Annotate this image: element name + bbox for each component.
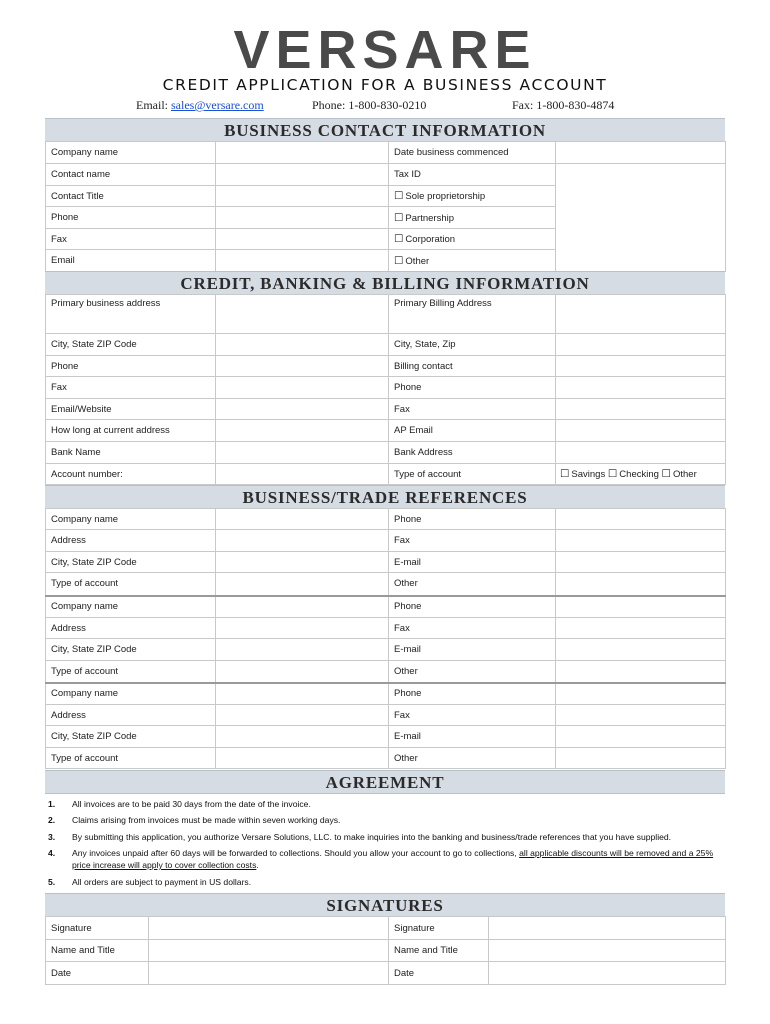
agreement-list <box>48 798 720 892</box>
city-state-zip-input[interactable] <box>216 334 389 356</box>
page-title: CREDIT APPLICATION FOR A BUSINESS ACCOUNT <box>162 76 608 94</box>
ref3-address-input[interactable] <box>216 705 389 726</box>
field-label: Bank Name <box>46 442 216 464</box>
field-label: City, State ZIP Code <box>46 639 216 661</box>
ref1-email-input[interactable] <box>556 552 726 573</box>
contact-title-input[interactable] <box>216 186 389 207</box>
fax-input[interactable] <box>216 229 389 250</box>
ref3-phone-input[interactable] <box>556 683 726 705</box>
ref3-other-input[interactable] <box>556 748 726 769</box>
field-label: Type of account <box>46 661 216 683</box>
field-label: Primary business address <box>46 295 216 334</box>
field-label: Billing contact <box>389 356 556 377</box>
fax-text: Fax: 1-800-830-4874 <box>512 98 615 112</box>
field-label: E-mail <box>389 552 556 573</box>
email-line <box>136 98 264 113</box>
checkbox-icon[interactable]: ☐ <box>394 254 404 267</box>
email-link[interactable]: sales@versare.com <box>171 98 264 112</box>
field-label: Name and Title <box>46 940 149 962</box>
ref3-company-input[interactable] <box>216 683 389 705</box>
option-other[interactable]: Other <box>672 469 697 480</box>
phone-input[interactable] <box>216 207 389 229</box>
ref2-other-input[interactable] <box>556 661 726 683</box>
field-label: City, State ZIP Code <box>46 552 216 573</box>
field-label: City, State, Zip <box>389 334 556 356</box>
field-label: AP Email <box>389 420 556 442</box>
ap-email-input[interactable] <box>556 420 726 442</box>
signature-input-1[interactable] <box>149 917 389 940</box>
list-item: 2. Claims arising from invoices must be made within seven working days. <box>48 815 341 826</box>
field-label: Date business commenced <box>389 142 556 164</box>
account-number-input[interactable] <box>216 464 389 485</box>
option-savings[interactable]: Savings <box>571 469 606 480</box>
list-item: 3. By submitting this application, you authorize Versare Solutions, LLC. to make inquiries into the banking and business/trade references that you have supplied. <box>48 831 672 842</box>
billing-city-input[interactable] <box>556 334 726 356</box>
ref2-email-input[interactable] <box>556 639 726 661</box>
option-checking[interactable]: Checking <box>619 469 659 480</box>
versare-logo <box>0 24 770 78</box>
bank-name-input[interactable] <box>216 442 389 464</box>
option-partnership[interactable]: ☐ Partnership <box>389 207 556 229</box>
field-label: Company name <box>46 509 216 530</box>
field-label: Type of account <box>389 464 556 485</box>
ref2-account-type-input[interactable] <box>216 661 389 683</box>
ref2-company-input[interactable] <box>216 596 389 618</box>
field-label: Contact Title <box>46 186 216 207</box>
field-label: Address <box>46 530 216 552</box>
field-label: Fax <box>46 229 216 250</box>
signatures-table <box>45 916 726 985</box>
ref3-email-input[interactable] <box>556 726 726 748</box>
section-agreement: AGREEMENT <box>45 770 725 794</box>
field-label: Company name <box>46 142 216 164</box>
ref2-phone-input[interactable] <box>556 596 726 618</box>
checkbox-icon[interactable]: ☐ <box>560 468 570 480</box>
field-label: Other <box>389 573 556 596</box>
field-label: Email/Website <box>46 399 216 420</box>
field-label: Type of account <box>46 748 216 769</box>
field-label: Date <box>389 962 489 985</box>
email-label: Email: <box>136 98 168 112</box>
ref3-fax-input[interactable] <box>556 705 726 726</box>
bank-address-input[interactable] <box>556 442 726 464</box>
ref1-fax-input[interactable] <box>556 530 726 552</box>
field-label: Phone <box>389 377 556 399</box>
business-contact-table <box>45 141 726 272</box>
field-label: Company name <box>46 683 216 705</box>
email-input[interactable] <box>216 250 389 272</box>
field-label: Signature <box>46 917 149 940</box>
option-corporation[interactable]: ☐ Corporation <box>389 229 556 250</box>
date-commenced-input[interactable] <box>556 142 726 164</box>
field-label: Address <box>46 618 216 639</box>
billing-phone-input[interactable] <box>556 377 726 399</box>
email-website-input[interactable] <box>216 399 389 420</box>
phone-input[interactable] <box>216 356 389 377</box>
billing-fax-input[interactable] <box>556 399 726 420</box>
field-label: Contact name <box>46 164 216 186</box>
field-label: Phone <box>389 683 556 705</box>
field-label: Other <box>389 661 556 683</box>
account-type-options <box>556 464 726 485</box>
trade-references-table <box>45 508 726 769</box>
field-label: Address <box>46 705 216 726</box>
field-label: E-mail <box>389 639 556 661</box>
checkbox-icon[interactable]: ☐ <box>394 233 404 245</box>
option-other[interactable]: ☐ Other <box>389 250 556 272</box>
field-label: Primary Billing Address <box>389 295 556 334</box>
ref2-address-input[interactable] <box>216 618 389 639</box>
tax-id-input[interactable] <box>556 164 726 272</box>
checkbox-icon[interactable]: ☐ <box>661 468 671 480</box>
field-label: Company name <box>46 596 216 618</box>
date-input-1[interactable] <box>149 962 389 985</box>
field-label: Fax <box>389 618 556 639</box>
fax-input[interactable] <box>216 377 389 399</box>
field-label: Email <box>46 250 216 272</box>
field-label: Fax <box>389 530 556 552</box>
field-label: E-mail <box>389 726 556 748</box>
ref1-company-input[interactable] <box>216 509 389 530</box>
date-input-2[interactable] <box>489 962 726 985</box>
ref1-city-input[interactable] <box>216 552 389 573</box>
ref1-account-type-input[interactable] <box>216 573 389 596</box>
signature-input-2[interactable] <box>489 917 726 940</box>
ref2-city-input[interactable] <box>216 639 389 661</box>
list-item: 4. Any invoices unpaid after 60 days will be forwarded to collections. Should you allow your account to go to collections, all applicable discounts will be removed and a 25% price increase will apply to cover collection costs. <box>48 848 714 871</box>
ref1-address-input[interactable] <box>216 530 389 552</box>
name-title-input-2[interactable] <box>489 940 726 962</box>
checkbox-icon[interactable]: ☐ <box>607 468 618 480</box>
ref1-other-input[interactable] <box>556 573 726 596</box>
field-label: Signature <box>389 917 489 940</box>
section-credit-banking: CREDIT, BANKING & BILLING INFORMATION <box>45 271 725 295</box>
field-label: Bank Address <box>389 442 556 464</box>
field-label: Tax ID <box>389 164 556 186</box>
ref3-account-type-input[interactable] <box>216 748 389 769</box>
field-label: City, State ZIP Code <box>46 334 216 356</box>
field-label: Phone <box>389 509 556 530</box>
list-item: 5. All orders are subject to payment in US dollars. <box>48 876 252 887</box>
section-signatures: SIGNATURES <box>45 893 725 917</box>
field-label: City, State ZIP Code <box>46 726 216 748</box>
option-sole-proprietorship[interactable]: ☐ Sole proprietorship <box>389 186 556 207</box>
field-label: Fax <box>389 705 556 726</box>
field-label: How long at current address <box>46 420 216 442</box>
billing-contact-input[interactable] <box>556 356 726 377</box>
field-label: Phone <box>389 596 556 618</box>
field-label: Fax <box>389 399 556 420</box>
ref2-fax-input[interactable] <box>556 618 726 639</box>
field-label: Type of account <box>46 573 216 596</box>
field-label: Fax <box>46 377 216 399</box>
field-label: Account number: <box>46 464 216 485</box>
contact-name-input[interactable] <box>216 164 389 186</box>
credit-banking-table <box>45 294 726 485</box>
checkbox-icon[interactable]: ☐ <box>394 190 404 202</box>
ref3-city-input[interactable] <box>216 726 389 748</box>
name-title-input-1[interactable] <box>149 940 389 962</box>
field-label: Name and Title <box>389 940 489 962</box>
section-trade-references: BUSINESS/TRADE REFERENCES <box>45 485 725 509</box>
section-business-contact: BUSINESS CONTACT INFORMATION <box>45 118 725 142</box>
ref1-phone-input[interactable] <box>556 509 726 530</box>
time-at-address-input[interactable] <box>216 420 389 442</box>
company-name-input[interactable] <box>216 142 389 164</box>
checkbox-icon[interactable]: ☐ <box>394 211 404 224</box>
phone-text: Phone: 1-800-830-0210 <box>312 98 427 112</box>
field-label: Other <box>389 748 556 769</box>
field-label: Phone <box>46 207 216 229</box>
business-address-input[interactable] <box>216 295 389 334</box>
billing-address-input[interactable] <box>556 295 726 334</box>
list-item: 1. All invoices are to be paid 30 days from the date of the invoice. <box>48 799 311 809</box>
logo-text: VERSARE <box>233 24 537 78</box>
field-label: Phone <box>46 356 216 377</box>
collections-warning: all applicable discounts will be removed and a 25% price increase will apply to cover collection costs <box>72 848 714 871</box>
field-label: Date <box>46 962 149 985</box>
